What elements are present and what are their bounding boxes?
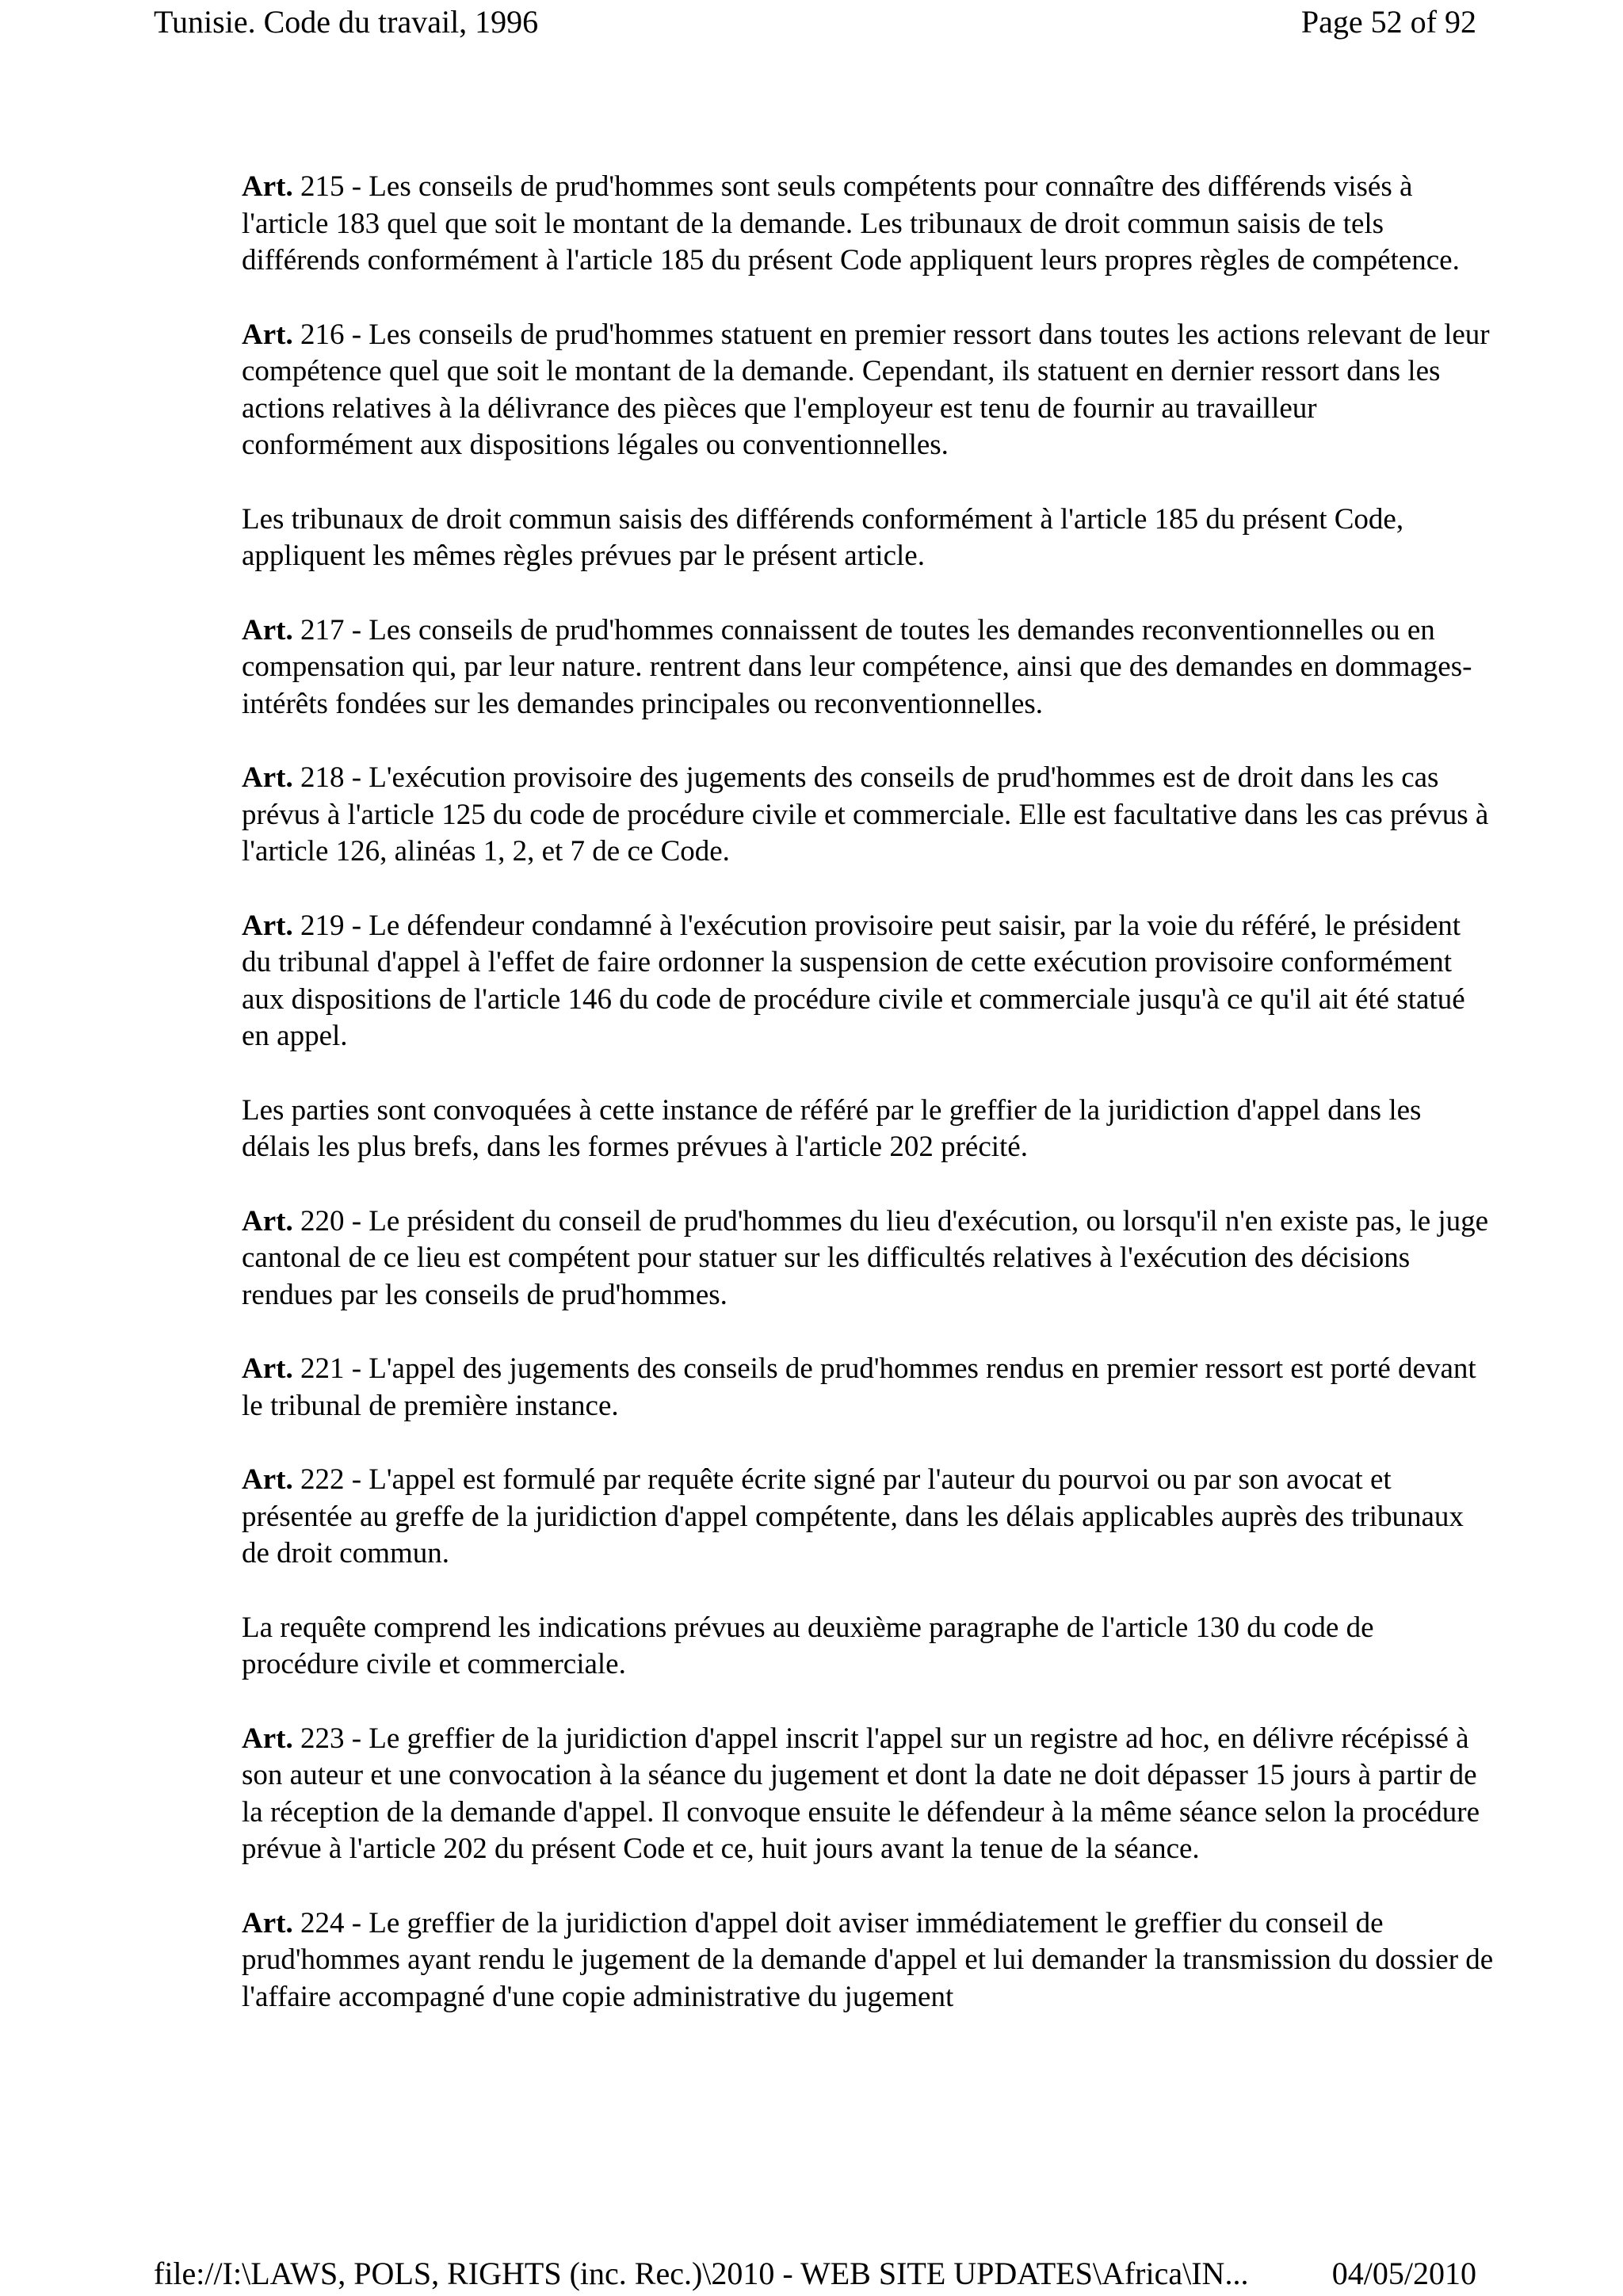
paragraph-text: Les tribunaux de droit commun saisis des différends conformément à l'article 185 du présent Code, appliquent les mêmes règles prévues par le présent article. [242,502,1404,572]
article-label: Art. [242,1906,293,1939]
article-label: Art. [242,1204,293,1238]
article-number: 219 [300,909,345,942]
article-text: - Le défendeur condamné à l'exécution provisoire peut saisir, par la voie du référé, le président du tribunal d'appel à l'effet de faire ordonner la suspension de cette exécution provisoire conformément aux dispositions de l'article 146 du code de procédure civile et commerciale jusqu'à ce qu'il ait été statué en appel. [242,909,1465,1052]
article-text: - Les conseils de prud'hommes statuent en premier ressort dans toutes les actions relevant de leur compétence quel que soit le montant de la demande. Cependant, ils statuent en dernier ressort dans les actions relatives à la délivrance des pièces que l'employeur est tenu de fournir au travailleur conformément aux dispositions légales ou conventionnelles. [242,318,1490,461]
article-label: Art. [242,1722,293,1755]
document-title: Tunisie. Code du travail, 1996 [154,4,539,40]
paragraph-art-216 [242,317,1494,464]
paragraph-art-221 [242,1351,1494,1425]
document-body [242,169,1494,2053]
paragraph-art-216-continued [242,502,1494,575]
page-number: Page 52 of 92 [1300,4,1476,40]
article-label: Art. [242,318,293,351]
paragraph-art-219-continued [242,1093,1494,1166]
file-path: file://I:\LAWS, POLS, RIGHTS (inc. Rec.)\2010 - WEB SITE UPDATES\Africa\IN... [154,2256,1249,2291]
article-number: 222 [300,1463,345,1496]
article-number: 223 [300,1722,345,1755]
article-text: - Le greffier de la juridiction d'appel inscrit l'appel sur un registre ad hoc, en délivre récépissé à son auteur et une convocation à la séance du jugement et dont la date ne doit dépasser 15 jours à partir de la réception de la demande d'appel. Il convoque ensuite le défendeur à la même séance selon la procédure prévue à l'article 202 du présent Code et ce, huit jours avant la tenue de la séance. [242,1722,1480,1865]
paragraph-art-224 [242,1905,1494,2016]
print-date: 04/05/2010 [1331,2256,1476,2291]
paragraph-art-220 [242,1203,1494,1314]
paragraph-art-217 [242,612,1494,723]
article-number: 224 [300,1906,345,1939]
article-label: Art. [242,170,293,203]
article-number: 216 [300,318,345,351]
article-number: 218 [300,761,345,794]
article-label: Art. [242,761,293,794]
article-number: 215 [300,170,345,203]
paragraph-text: La requête comprend les indications prévues au deuxième paragraphe de l'article 130 du code de procédure civile et commerciale. [242,1611,1374,1680]
paragraph-art-222-continued [242,1610,1494,1684]
article-label: Art. [242,1463,293,1496]
article-number: 221 [300,1352,345,1385]
article-text: - L'exécution provisoire des jugements des conseils de prud'hommes est de droit dans les cas prévus à l'article 125 du code de procédure civile et commerciale. Elle est facultative dans les cas prévus à l'article 126, alinéas 1, 2, et 7 de ce Code. [242,761,1489,868]
paragraph-art-223 [242,1721,1494,1868]
paragraph-art-219 [242,908,1494,1055]
article-label: Art. [242,613,293,646]
article-label: Art. [242,1352,293,1385]
article-text: - Les conseils de prud'hommes sont seuls compétents pour connaître des différends visés à l'article 183 quel que soit le montant de la demande. Les tribunaux de droit commun saisis de tels différends conformément à l'article 185 du présent Code appliquent leurs propres règles de compétence. [242,170,1460,277]
article-text: - L'appel est formulé par requête écrite signé par l'auteur du pourvoi ou par son avocat et présentée au greffe de la juridiction d'appel compétente, dans les délais applicables auprès des tribunaux de droit commun. [242,1463,1464,1569]
article-number: 220 [300,1204,345,1238]
article-text: - L'appel des jugements des conseils de prud'hommes rendus en premier ressort est porté devant le tribunal de première instance. [242,1352,1476,1422]
paragraph-art-218 [242,760,1494,871]
page-header [154,2,1476,43]
paragraph-art-222 [242,1462,1494,1573]
article-label: Art. [242,909,293,942]
paragraph-art-215 [242,169,1494,280]
article-text: - Le président du conseil de prud'hommes du lieu d'exécution, ou lorsqu'il n'en existe pas, le juge cantonal de ce lieu est compétent pour statuer sur les difficultés relatives à l'exécution des décisions rendues par les conseils de prud'hommes. [242,1204,1489,1311]
page-footer [154,2253,1476,2294]
article-text: - Le greffier de la juridiction d'appel doit aviser immédiatement le greffier du conseil de prud'hommes ayant rendu le jugement de la demande d'appel et lui demander la transmission du dossier de l'affaire accompagné d'une copie administrative du jugement [242,1906,1494,2013]
paragraph-text: Les parties sont convoquées à cette instance de référé par le greffier de la juridiction d'appel dans les délais les plus brefs, dans les formes prévues à l'article 202 précité. [242,1093,1422,1163]
article-number: 217 [300,613,345,646]
article-text: - Les conseils de prud'hommes connaissent de toutes les demandes reconventionnelles ou en compensation qui, par leur nature. rentrent dans leur compétence, ainsi que des demandes en dommages-intérêts fondées sur les demandes principales ou reconventionnelles. [242,613,1472,720]
